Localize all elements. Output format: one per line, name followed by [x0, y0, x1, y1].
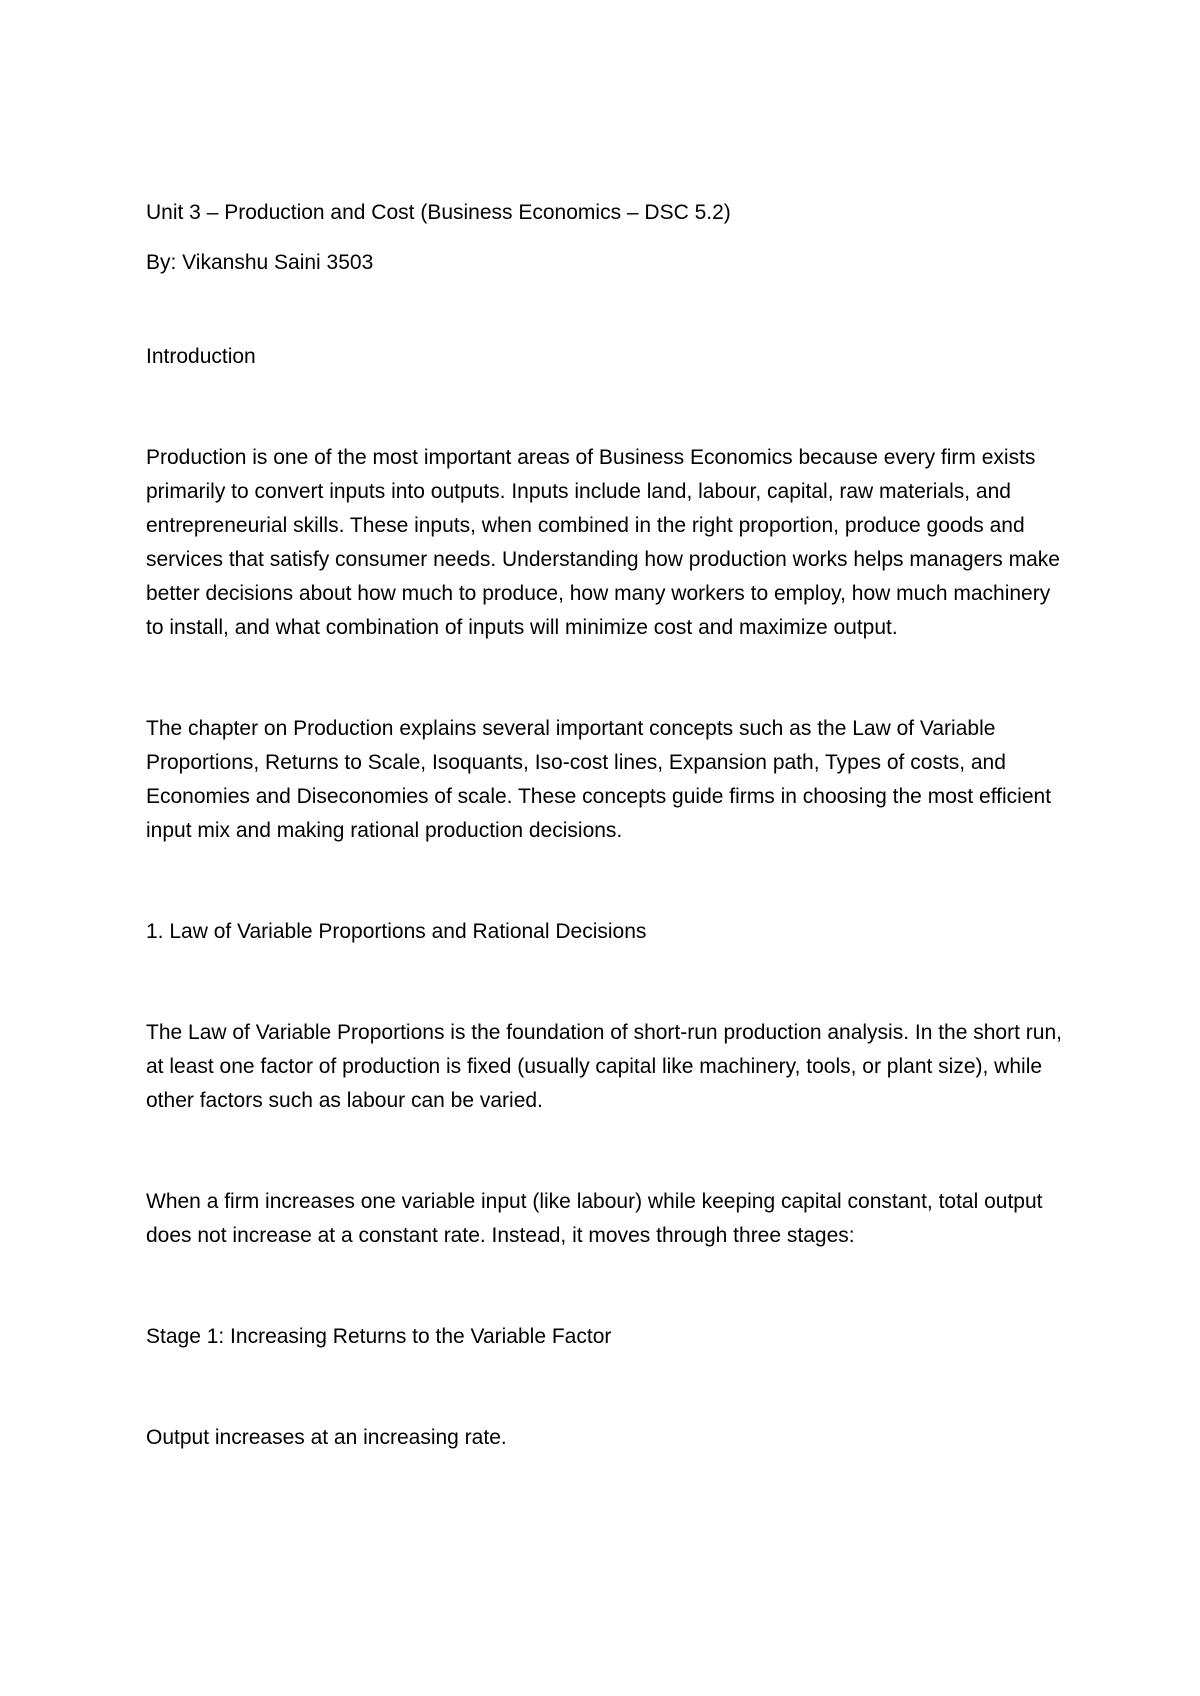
section-1-paragraph-1: The Law of Variable Proportions is the foundation of short-run production analysis. In the short run, at least one factor of production is fixed (usually capital like machinery, tools, or plant size), while other factors such as labour can be varied. [146, 1021, 1062, 1112]
section-1-paragraph-2: When a firm increases one variable input (like labour) while keeping capital constant, total output does not increase at a constant rate. Instead, it moves through three stages: [146, 1190, 1043, 1247]
stage-1-text: Output increases at an increasing rate. [146, 1426, 507, 1449]
intro-paragraph-2: The chapter on Production explains several important concepts such as the Law of Variable Proportions, Returns to Scale, Isoquants, Iso-cost lines, Expansion path, Types of costs, and Economies and Diseconomies of scale. These concepts guide firms in choosing the most efficient input mix and making rational production decisions. [146, 717, 1052, 842]
section-1-heading: 1. Law of Variable Proportions and Rational Decisions [146, 920, 647, 943]
intro-paragraph-1: Production is one of the most important areas of Business Economics because every firm exists primarily to convert inputs into outputs. Inputs include land, labour, capital, raw materials, and entrepreneurial skills. These inputs, when combined in the right proportion, produce goods and services that satisfy consumer needs. Understanding how production works helps managers make better decisions about how much to produce, how many workers to employ, how much machinery to install, and what combination of inputs will minimize cost and maximize output. [146, 446, 1060, 639]
stage-1-heading: Stage 1: Increasing Returns to the Variable Factor [146, 1325, 612, 1348]
document-title: Unit 3 – Production and Cost (Business Economics – DSC 5.2) [146, 201, 731, 224]
intro-heading: Introduction [146, 345, 256, 368]
document-body [146, 196, 1066, 1455]
author-byline: By: Vikanshu Saini 3503 [146, 251, 374, 274]
